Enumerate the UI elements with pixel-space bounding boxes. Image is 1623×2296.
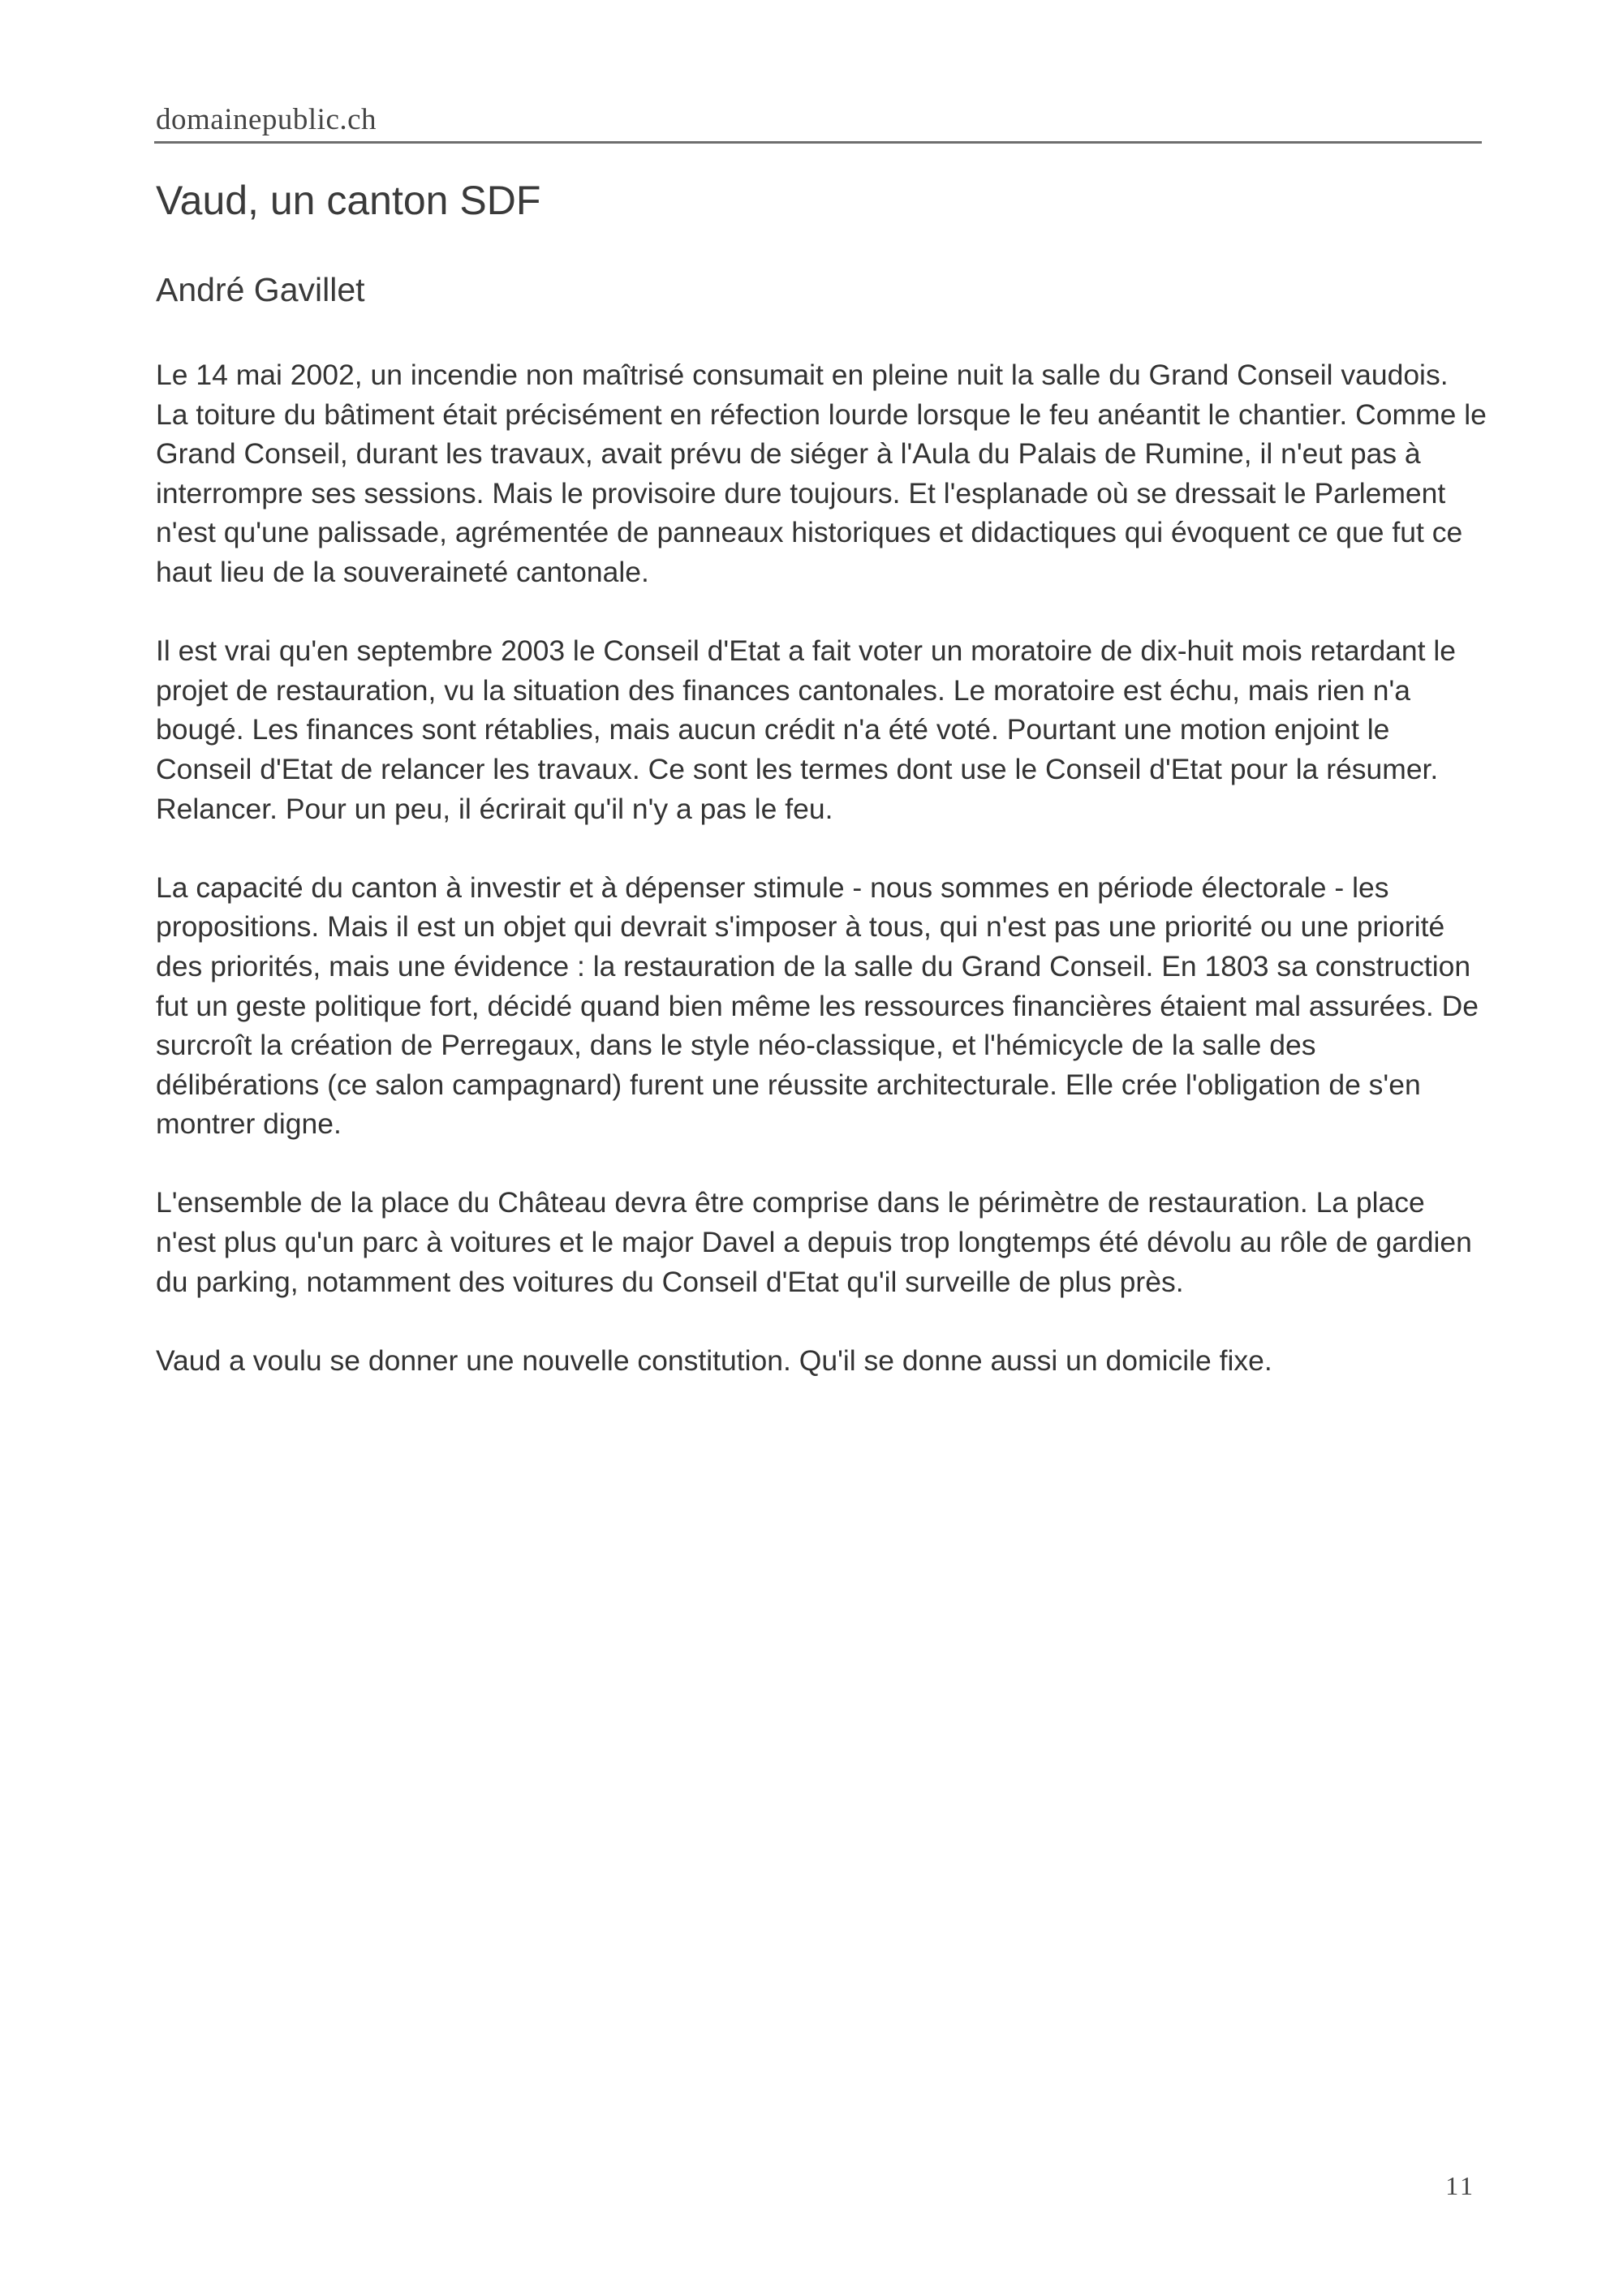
article-author: André Gavillet [156,271,365,308]
article-body [156,355,1487,1420]
paragraph: Il est vrai qu'en septembre 2003 le Conseil d'Etat a fait voter un moratoire de dix-huit mois retardant le projet de restauration, vu la situation des finances cantonales. Le moratoire est échu, mais rien n'a bougé. Les finances sont rétablies, mais aucun crédit n'a été voté. Pourtant une motion enjoint le Conseil d'Etat de relancer les travaux. Ce sont les termes dont use le Conseil d'Etat pour la résumer. Relancer. Pour un peu, il écrirait qu'il n'y a pas le feu. [156,634,1457,825]
site-header [154,96,1482,144]
paragraph: Le 14 mai 2002, un incendie non maîtrisé consumait en pleine nuit la salle du Grand Conseil vaudois. La toiture du bâtiment était précisément en réfection lourde lorsque le feu anéantit le chantier. Comme le Grand Conseil, durant les travaux, avait prévu de siéger à l'Aula du Palais de Rumine, il n'eut pas à interrompre ses sessions. Mais le provisoire dure toujours. Et l'esplanade où se dressait le Parlement n'est qu'une palissade, agrémentée de panneaux historiques et didactiques qui évoquent ce que fut ce haut lieu de la souveraineté cantonale. [156,359,1487,588]
paragraph: La capacité du canton à investir et à dépenser stimule - nous sommes en période électorale - les propositions. Mais il est un objet qui devrait s'imposer à tous, qui n'est pas une priorité ou une priorité des priorités, mais une évidence : la restauration de la salle du Grand Conseil. En 1803 sa construction fut un geste politique fort, décidé quand bien même les ressources financières étaient mal assurées. De surcroît la création de Perregaux, dans le style néo-classique, et l'hémicycle de la salle des délibérations (ce salon campagnard) furent une réussite architecturale. Elle crée l'obligation de s'en montrer digne. [156,871,1479,1141]
paragraph: Vaud a voulu se donner une nouvelle constitution. Qu'il se donne aussi un domicile fixe. [156,1344,1272,1377]
paragraph: L'ensemble de la place du Château devra être comprise dans le périmètre de restauration. La place n'est plus qu'un parc à voitures et le major Davel a depuis trop longtemps été dévolu au rôle de gardien du parking, notamment des voitures du Conseil d'Etat qu'il surveille de plus près. [156,1186,1472,1298]
site-name: domainepublic.ch [156,103,377,136]
article-title: Vaud, un canton SDF [156,178,541,223]
page-number: 11 [1445,2171,1475,2200]
